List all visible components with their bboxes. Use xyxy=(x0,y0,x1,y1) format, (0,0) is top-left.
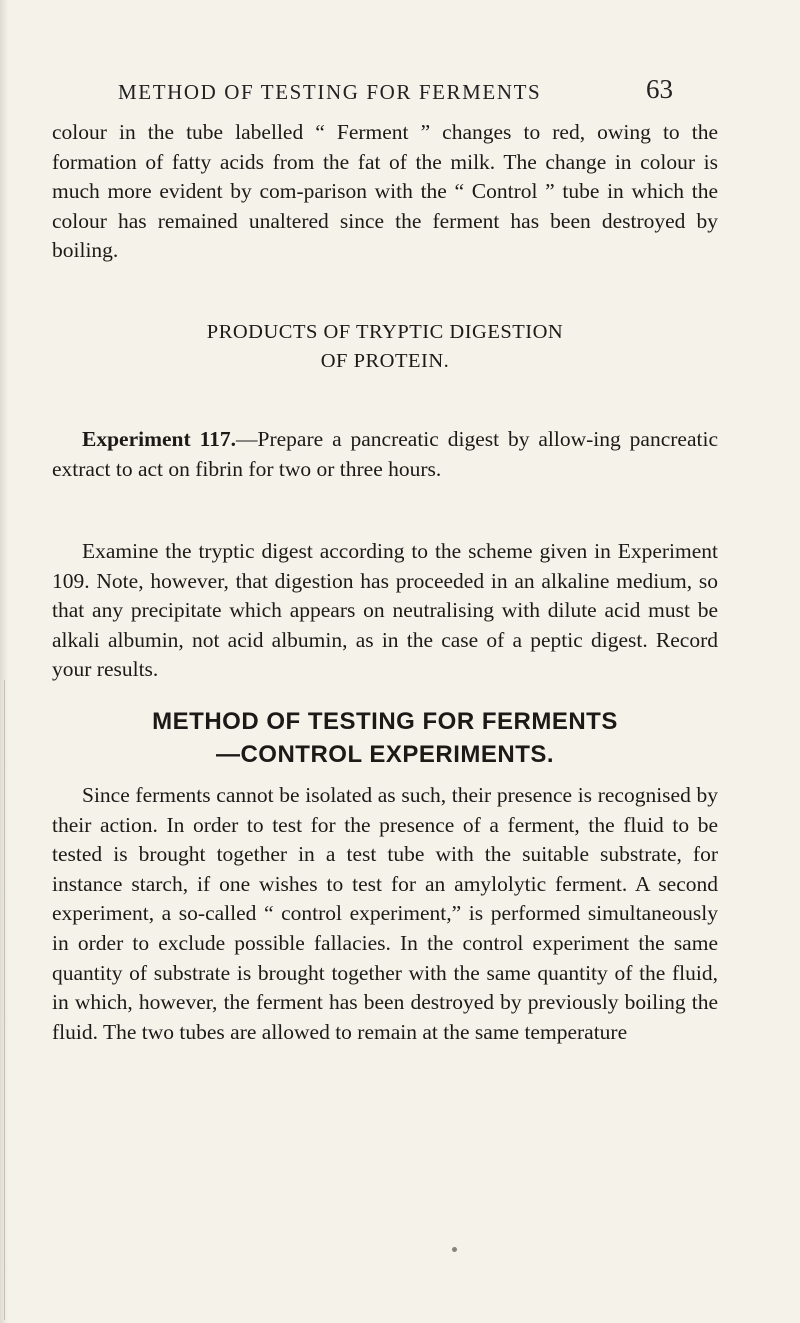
major-heading-line-2: —CONTROL EXPERIMENTS. xyxy=(215,741,555,768)
experiment-label: Experiment 117. xyxy=(82,427,237,451)
paragraph-experiment-117 xyxy=(52,425,718,484)
section-heading-line-1: PRODUCTS OF TRYPTIC DIGESTION xyxy=(206,321,564,343)
section-heading-tryptic-digestion xyxy=(52,318,718,376)
page-number: 63 xyxy=(646,74,673,104)
running-head-title: METHOD OF TESTING FOR FERMENTS xyxy=(118,80,542,104)
printing-speck xyxy=(452,1247,457,1252)
major-heading-testing-ferments xyxy=(52,705,718,771)
experiment-text: —Prepare a pancreatic digest by allow-ing pancreatic extract to act on fibrin for two or three hours. xyxy=(52,427,718,481)
section-heading-line-2: OF PROTEIN. xyxy=(320,350,450,372)
paragraph-continuation: colour in the tube labelled “ Ferment ” changes to red, owing to the formation of fatty acids from the fat of the milk. The change in colour is much more evident by com-parison with the “ Control ” tube in which the colour has remained unaltered since the ferment has been destroyed by boiling. xyxy=(52,120,718,263)
paragraph-examine-digest: Examine the tryptic digest according to the scheme given in Experiment 109. Note, however, that digestion has proceeded in an alkaline medium, so that any precipitate which appears on neutralising with dilute acid must be alkali albumin, not acid albumin, as in the case of a peptic digest. Record your results. xyxy=(52,539,718,682)
paragraph-ferment-control: Since ferments cannot be isolated as such, their presence is recognised by their action. In order to test for the presence of a ferment, the fluid to be tested is brought together in a test tube with the suitable substrate, for instance starch, if one wishes to test for an amylolytic ferment. A second experiment, a so-called “ control experiment,” is performed simultaneously in order to exclude possible fallacies. In the control experiment the same quantity of substrate is brought together with the same quantity of the fluid, in which, however, the ferment has been destroyed by previously boiling the fluid. The two tubes are allowed to remain at the same temperature xyxy=(52,783,718,1044)
major-heading-line-1: METHOD OF TESTING FOR FERMENTS xyxy=(152,708,618,735)
gutter-line xyxy=(4,680,5,1320)
